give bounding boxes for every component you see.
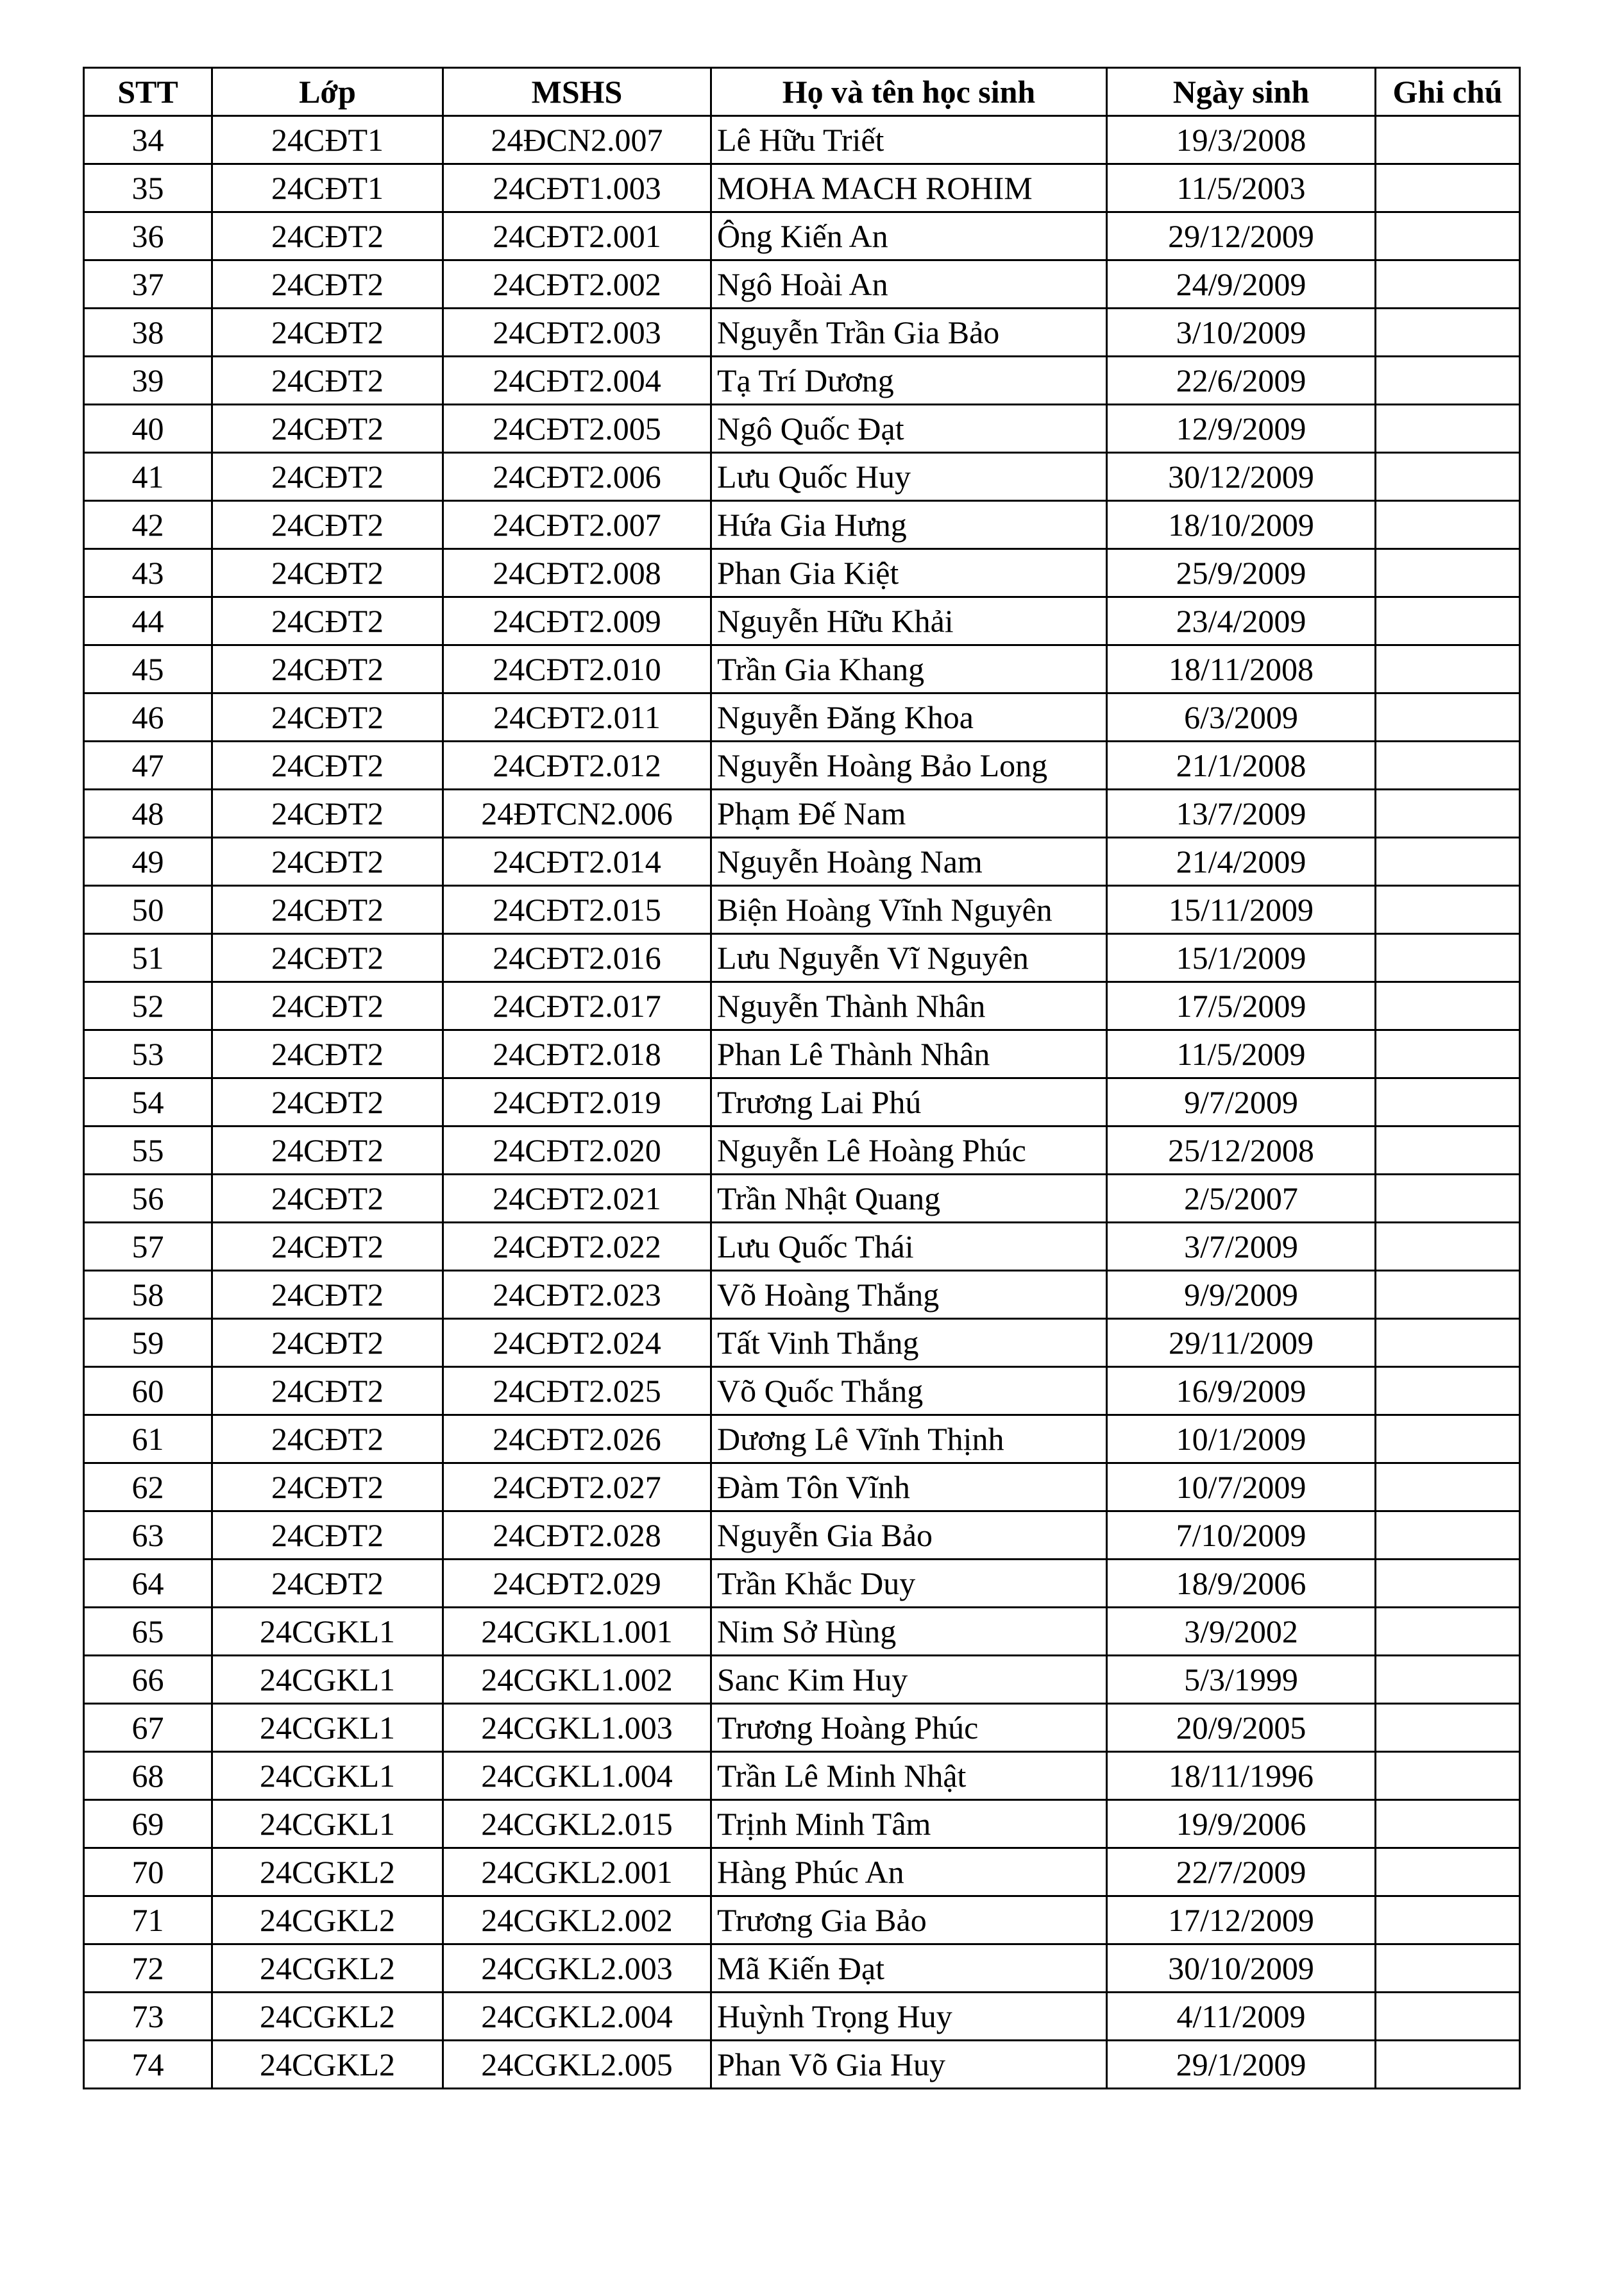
cell-student-id: 24CĐT2.011 [443,693,711,742]
cell-class: 24CĐT2 [212,549,443,597]
cell-birth-date: 13/7/2009 [1107,790,1376,838]
cell-student-id: 24ĐTCN2.006 [443,790,711,838]
cell-notes [1376,357,1520,405]
table-row [84,1078,1520,1127]
cell-notes [1376,1367,1520,1415]
cell-student-name: Trần Gia Khang [711,645,1107,693]
cell-student-name: Nguyễn Lê Hoàng Phúc [711,1127,1107,1175]
header-stt: STT [84,68,212,116]
cell-notes [1376,1223,1520,1271]
table-row [84,982,1520,1030]
cell-stt: 61 [84,1415,212,1463]
table-row [84,1271,1520,1319]
cell-student-name: Lưu Quốc Huy [711,453,1107,501]
cell-class: 24CĐT2 [212,1223,443,1271]
cell-class: 24CGKL2 [212,2041,443,2089]
header-student-id: MSHS [443,68,711,116]
cell-stt: 42 [84,501,212,549]
table-row [84,597,1520,645]
cell-class: 24CGKL1 [212,1704,443,1752]
cell-notes [1376,597,1520,645]
cell-class: 24CĐT2 [212,790,443,838]
cell-student-id: 24CGKL2.001 [443,1848,711,1896]
cell-birth-date: 23/4/2009 [1107,597,1376,645]
cell-birth-date: 3/7/2009 [1107,1223,1376,1271]
cell-birth-date: 19/9/2006 [1107,1800,1376,1848]
table-row [84,838,1520,886]
cell-student-name: Dương Lê Vĩnh Thịnh [711,1415,1107,1463]
cell-notes [1376,886,1520,934]
cell-class: 24CĐT2 [212,742,443,790]
cell-student-id: 24CĐT2.002 [443,260,711,309]
cell-class: 24CĐT2 [212,645,443,693]
cell-notes [1376,838,1520,886]
cell-class: 24CGKL2 [212,1944,443,1993]
cell-class: 24CĐT2 [212,982,443,1030]
cell-student-id: 24ĐCN2.007 [443,116,711,164]
cell-stt: 66 [84,1656,212,1704]
cell-notes [1376,1463,1520,1511]
cell-birth-date: 16/9/2009 [1107,1367,1376,1415]
cell-class: 24CĐT2 [212,1560,443,1608]
cell-student-name: Phan Võ Gia Huy [711,2041,1107,2089]
table-row [84,693,1520,742]
cell-birth-date: 21/4/2009 [1107,838,1376,886]
cell-class: 24CĐT2 [212,1319,443,1367]
cell-notes [1376,1896,1520,1944]
cell-stt: 49 [84,838,212,886]
cell-student-id: 24CGKL2.015 [443,1800,711,1848]
cell-birth-date: 21/1/2008 [1107,742,1376,790]
cell-stt: 71 [84,1896,212,1944]
cell-student-id: 24CGKL2.002 [443,1896,711,1944]
cell-birth-date: 18/11/1996 [1107,1752,1376,1800]
cell-stt: 64 [84,1560,212,1608]
cell-student-id: 24CĐT2.029 [443,1560,711,1608]
cell-class: 24CĐT2 [212,1271,443,1319]
cell-birth-date: 25/9/2009 [1107,549,1376,597]
cell-birth-date: 7/10/2009 [1107,1511,1376,1560]
cell-student-name: Võ Hoàng Thắng [711,1271,1107,1319]
cell-class: 24CĐT2 [212,453,443,501]
table-row [84,1993,1520,2041]
cell-notes [1376,549,1520,597]
cell-class: 24CĐT2 [212,1367,443,1415]
cell-class: 24CGKL1 [212,1656,443,1704]
cell-birth-date: 17/12/2009 [1107,1896,1376,1944]
cell-student-id: 24CĐT2.016 [443,934,711,982]
table-row [84,1896,1520,1944]
cell-notes [1376,1656,1520,1704]
cell-student-id: 24CĐT2.007 [443,501,711,549]
table-row [84,116,1520,164]
cell-stt: 67 [84,1704,212,1752]
cell-notes [1376,405,1520,453]
cell-stt: 38 [84,309,212,357]
table-row [84,212,1520,260]
cell-student-id: 24CĐT2.025 [443,1367,711,1415]
cell-student-id: 24CGKL2.003 [443,1944,711,1993]
cell-class: 24CGKL2 [212,1848,443,1896]
cell-notes [1376,742,1520,790]
cell-student-name: Trương Hoàng Phúc [711,1704,1107,1752]
cell-class: 24CGKL1 [212,1608,443,1656]
cell-notes [1376,1415,1520,1463]
cell-student-name: Ông Kiến An [711,212,1107,260]
cell-class: 24CĐT2 [212,934,443,982]
cell-student-name: Trần Lê Minh Nhật [711,1752,1107,1800]
cell-stt: 55 [84,1127,212,1175]
cell-notes [1376,453,1520,501]
cell-class: 24CĐT2 [212,1463,443,1511]
cell-student-id: 24CĐT2.005 [443,405,711,453]
cell-student-id: 24CĐT2.009 [443,597,711,645]
cell-stt: 40 [84,405,212,453]
cell-birth-date: 15/11/2009 [1107,886,1376,934]
cell-student-id: 24CGKL1.003 [443,1704,711,1752]
cell-birth-date: 2/5/2007 [1107,1175,1376,1223]
cell-birth-date: 29/11/2009 [1107,1319,1376,1367]
table-row [84,742,1520,790]
cell-student-id: 24CĐT2.021 [443,1175,711,1223]
cell-birth-date: 12/9/2009 [1107,405,1376,453]
cell-stt: 46 [84,693,212,742]
cell-student-id: 24CGKL2.004 [443,1993,711,2041]
cell-student-name: Huỳnh Trọng Huy [711,1993,1107,2041]
cell-student-name: Sanc Kim Huy [711,1656,1107,1704]
cell-stt: 48 [84,790,212,838]
cell-stt: 45 [84,645,212,693]
cell-class: 24CĐT2 [212,1511,443,1560]
cell-birth-date: 10/1/2009 [1107,1415,1376,1463]
cell-stt: 72 [84,1944,212,1993]
table-row [84,164,1520,212]
cell-student-id: 24CĐT2.026 [443,1415,711,1463]
cell-student-name: Trương Lai Phú [711,1078,1107,1127]
table-row [84,549,1520,597]
cell-student-name: Tạ Trí Dương [711,357,1107,405]
cell-student-id: 24CĐT2.014 [443,838,711,886]
cell-stt: 52 [84,982,212,1030]
cell-student-id: 24CĐT2.017 [443,982,711,1030]
cell-stt: 56 [84,1175,212,1223]
cell-student-name: Nguyễn Hữu Khải [711,597,1107,645]
cell-class: 24CĐT2 [212,1415,443,1463]
cell-student-name: Nguyễn Đăng Khoa [711,693,1107,742]
cell-student-id: 24CĐT2.023 [443,1271,711,1319]
cell-birth-date: 18/10/2009 [1107,501,1376,549]
cell-class: 24CĐT2 [212,1175,443,1223]
cell-class: 24CĐT2 [212,309,443,357]
cell-birth-date: 10/7/2009 [1107,1463,1376,1511]
header-notes: Ghi chú [1376,68,1520,116]
cell-notes [1376,645,1520,693]
cell-birth-date: 5/3/1999 [1107,1656,1376,1704]
table-row [84,1511,1520,1560]
cell-student-name: Nguyễn Trần Gia Bảo [711,309,1107,357]
cell-class: 24CĐT2 [212,212,443,260]
cell-notes [1376,309,1520,357]
table-row [84,1560,1520,1608]
cell-stt: 44 [84,597,212,645]
cell-stt: 36 [84,212,212,260]
cell-notes [1376,2041,1520,2089]
cell-class: 24CĐT2 [212,260,443,309]
table-row [84,934,1520,982]
cell-student-name: Trần Khắc Duy [711,1560,1107,1608]
cell-student-id: 24CĐT2.012 [443,742,711,790]
table-row [84,1752,1520,1800]
cell-notes [1376,1175,1520,1223]
table-row [84,886,1520,934]
cell-class: 24CĐT1 [212,116,443,164]
cell-stt: 60 [84,1367,212,1415]
cell-student-name: Hàng Phúc An [711,1848,1107,1896]
cell-stt: 51 [84,934,212,982]
cell-student-id: 24CĐT2.028 [443,1511,711,1560]
table-body [84,116,1520,2089]
cell-birth-date: 22/6/2009 [1107,357,1376,405]
cell-stt: 47 [84,742,212,790]
cell-student-id: 24CGKL1.001 [443,1608,711,1656]
cell-student-name: Biện Hoàng Vĩnh Nguyên [711,886,1107,934]
cell-class: 24CĐT2 [212,405,443,453]
cell-birth-date: 25/12/2008 [1107,1127,1376,1175]
cell-student-id: 24CĐT2.010 [443,645,711,693]
cell-student-name: MOHA MACH ROHIM [711,164,1107,212]
cell-notes [1376,934,1520,982]
cell-notes [1376,1511,1520,1560]
cell-class: 24CĐT1 [212,164,443,212]
cell-stt: 53 [84,1030,212,1078]
cell-notes [1376,1993,1520,2041]
cell-stt: 68 [84,1752,212,1800]
header-student-name: Họ và tên học sinh [711,68,1107,116]
table-row [84,1463,1520,1511]
cell-notes [1376,212,1520,260]
cell-notes [1376,1800,1520,1848]
table-row [84,501,1520,549]
cell-student-id: 24CĐT2.027 [443,1463,711,1511]
cell-student-id: 24CGKL1.002 [443,1656,711,1704]
table-row [84,1127,1520,1175]
cell-birth-date: 29/12/2009 [1107,212,1376,260]
cell-stt: 37 [84,260,212,309]
cell-birth-date: 11/5/2009 [1107,1030,1376,1078]
cell-birth-date: 17/5/2009 [1107,982,1376,1030]
cell-notes [1376,1127,1520,1175]
cell-student-id: 24CĐT2.004 [443,357,711,405]
header-birth-date: Ngày sinh [1107,68,1376,116]
table-row [84,1319,1520,1367]
cell-student-name: Trương Gia Bảo [711,1896,1107,1944]
cell-notes [1376,1848,1520,1896]
cell-birth-date: 9/7/2009 [1107,1078,1376,1127]
table-row [84,1944,1520,1993]
cell-student-id: 24CĐT2.024 [443,1319,711,1367]
cell-notes [1376,1319,1520,1367]
cell-stt: 58 [84,1271,212,1319]
cell-stt: 73 [84,1993,212,2041]
cell-birth-date: 15/1/2009 [1107,934,1376,982]
cell-notes [1376,164,1520,212]
cell-class: 24CĐT2 [212,838,443,886]
cell-student-name: Hứa Gia Hưng [711,501,1107,549]
cell-student-name: Trần Nhật Quang [711,1175,1107,1223]
cell-student-name: Ngô Hoài An [711,260,1107,309]
cell-stt: 62 [84,1463,212,1511]
cell-student-id: 24CĐT2.018 [443,1030,711,1078]
cell-class: 24CGKL2 [212,1896,443,1944]
cell-class: 24CĐT2 [212,597,443,645]
table-row [84,453,1520,501]
cell-birth-date: 30/10/2009 [1107,1944,1376,1993]
cell-birth-date: 11/5/2003 [1107,164,1376,212]
cell-student-name: Ngô Quốc Đạt [711,405,1107,453]
cell-stt: 69 [84,1800,212,1848]
header-class: Lớp [212,68,443,116]
cell-student-name: Nguyễn Gia Bảo [711,1511,1107,1560]
cell-notes [1376,1608,1520,1656]
cell-stt: 41 [84,453,212,501]
header-row [84,68,1520,116]
cell-notes [1376,1560,1520,1608]
cell-student-name: Lê Hữu Triết [711,116,1107,164]
cell-stt: 43 [84,549,212,597]
cell-notes [1376,260,1520,309]
cell-birth-date: 18/9/2006 [1107,1560,1376,1608]
cell-notes [1376,1030,1520,1078]
cell-notes [1376,982,1520,1030]
table-row [84,309,1520,357]
cell-student-name: Mã Kiến Đạt [711,1944,1107,1993]
cell-birth-date: 9/9/2009 [1107,1271,1376,1319]
cell-student-name: Tất Vinh Thắng [711,1319,1107,1367]
cell-birth-date: 19/3/2008 [1107,116,1376,164]
cell-stt: 59 [84,1319,212,1367]
cell-notes [1376,501,1520,549]
table-row [84,357,1520,405]
cell-stt: 74 [84,2041,212,2089]
cell-birth-date: 20/9/2005 [1107,1704,1376,1752]
cell-student-name: Nguyễn Hoàng Nam [711,838,1107,886]
cell-student-id: 24CĐT1.003 [443,164,711,212]
cell-class: 24CGKL1 [212,1752,443,1800]
table-row [84,1030,1520,1078]
cell-student-id: 24CĐT2.008 [443,549,711,597]
cell-notes [1376,1078,1520,1127]
cell-student-name: Phan Lê Thành Nhân [711,1030,1107,1078]
cell-stt: 57 [84,1223,212,1271]
cell-class: 24CĐT2 [212,501,443,549]
cell-student-name: Võ Quốc Thắng [711,1367,1107,1415]
cell-class: 24CGKL2 [212,1993,443,2041]
cell-stt: 34 [84,116,212,164]
cell-student-id: 24CĐT2.022 [443,1223,711,1271]
cell-stt: 50 [84,886,212,934]
cell-student-id: 24CGKL2.005 [443,2041,711,2089]
table-row [84,1800,1520,1848]
table-row [84,405,1520,453]
cell-student-name: Lưu Quốc Thái [711,1223,1107,1271]
table-row [84,1415,1520,1463]
cell-stt: 70 [84,1848,212,1896]
table-row [84,1656,1520,1704]
cell-class: 24CĐT2 [212,357,443,405]
cell-stt: 65 [84,1608,212,1656]
cell-notes [1376,790,1520,838]
cell-student-name: Phạm Đế Nam [711,790,1107,838]
table-row [84,1223,1520,1271]
table-row [84,2041,1520,2089]
cell-stt: 35 [84,164,212,212]
cell-notes [1376,1704,1520,1752]
table-row [84,645,1520,693]
cell-birth-date: 24/9/2009 [1107,260,1376,309]
table-row [84,1848,1520,1896]
cell-stt: 63 [84,1511,212,1560]
cell-birth-date: 3/9/2002 [1107,1608,1376,1656]
table-row [84,1608,1520,1656]
cell-student-id: 24CĐT2.006 [443,453,711,501]
cell-notes [1376,1271,1520,1319]
cell-class: 24CĐT2 [212,1127,443,1175]
cell-student-name: Phan Gia Kiệt [711,549,1107,597]
cell-notes [1376,693,1520,742]
cell-student-id: 24CĐT2.003 [443,309,711,357]
cell-birth-date: 29/1/2009 [1107,2041,1376,2089]
cell-student-name: Nim Sở Hùng [711,1608,1107,1656]
table-row [84,1704,1520,1752]
cell-class: 24CĐT2 [212,1078,443,1127]
cell-birth-date: 6/3/2009 [1107,693,1376,742]
cell-birth-date: 18/11/2008 [1107,645,1376,693]
table-row [84,260,1520,309]
cell-birth-date: 30/12/2009 [1107,453,1376,501]
cell-student-id: 24CĐT2.001 [443,212,711,260]
student-roster-table [83,67,1521,2089]
cell-class: 24CĐT2 [212,886,443,934]
table-row [84,1367,1520,1415]
cell-class: 24CGKL1 [212,1800,443,1848]
cell-class: 24CĐT2 [212,693,443,742]
cell-stt: 54 [84,1078,212,1127]
cell-class: 24CĐT2 [212,1030,443,1078]
cell-student-name: Đàm Tôn Vĩnh [711,1463,1107,1511]
table-row [84,1175,1520,1223]
cell-student-id: 24CĐT2.019 [443,1078,711,1127]
table-row [84,790,1520,838]
cell-birth-date: 4/11/2009 [1107,1993,1376,2041]
cell-birth-date: 22/7/2009 [1107,1848,1376,1896]
cell-student-id: 24CĐT2.020 [443,1127,711,1175]
cell-birth-date: 3/10/2009 [1107,309,1376,357]
cell-student-name: Trịnh Minh Tâm [711,1800,1107,1848]
cell-notes [1376,1752,1520,1800]
cell-student-name: Nguyễn Thành Nhân [711,982,1107,1030]
cell-notes [1376,116,1520,164]
cell-student-name: Nguyễn Hoàng Bảo Long [711,742,1107,790]
cell-stt: 39 [84,357,212,405]
cell-student-name: Lưu Nguyễn Vĩ Nguyên [711,934,1107,982]
cell-student-id: 24CĐT2.015 [443,886,711,934]
cell-student-id: 24CGKL1.004 [443,1752,711,1800]
cell-notes [1376,1944,1520,1993]
